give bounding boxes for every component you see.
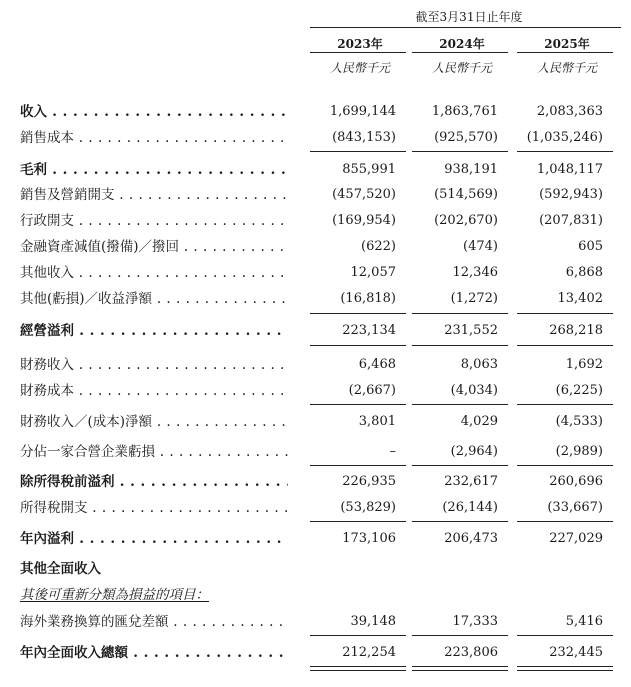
subtotal-rule <box>517 635 613 636</box>
subtotal-rule <box>412 151 508 152</box>
row-label: 行政開支 . . . <box>20 210 288 232</box>
row-label: 海外業務換算的匯兌差額 . . . <box>20 611 288 633</box>
row-fx-differences <box>0 611 631 633</box>
value-2024: (202,670) <box>434 213 498 228</box>
value-2024: 17,333 <box>452 614 498 629</box>
value-2025: 268,218 <box>549 323 603 338</box>
year-2024: 2024年 <box>439 37 485 51</box>
row-operating-profit <box>0 320 631 342</box>
subtotal-rule <box>412 404 508 405</box>
unit-2023: 人民幣千元 <box>329 61 390 75</box>
subsection-heading: 其後可重新分類為損益的項目： <box>20 587 209 603</box>
value-2024: (4,034) <box>450 383 498 398</box>
subtotal-rule <box>517 521 613 522</box>
value-2024: (2,964) <box>450 444 498 459</box>
value-2024: 12,346 <box>452 265 498 280</box>
value-2023: (2,667) <box>348 383 396 398</box>
total-double-rule <box>310 666 406 671</box>
value-2024: (26,144) <box>442 500 498 515</box>
value-2023: 226,935 <box>342 474 396 489</box>
value-2023: (622) <box>361 239 396 254</box>
row-impairment <box>0 236 631 258</box>
subtotal-rule <box>310 151 406 152</box>
row-label: 財務成本 . . . <box>20 380 288 402</box>
row-label: 分佔一家合營企業虧損 . . . <box>20 441 288 463</box>
row-admin-expenses <box>0 210 631 232</box>
value-2025: 13,402 <box>557 291 603 306</box>
year-2025: 2025年 <box>544 37 590 51</box>
row-income-tax <box>0 497 631 519</box>
subtotal-rule <box>517 151 613 152</box>
row-label: 毛利 . . . <box>20 159 288 181</box>
subtotal-rule <box>310 521 406 522</box>
row-label: 銷售及營銷開支 . . . <box>20 184 288 206</box>
value-2024: (1,272) <box>450 291 498 306</box>
row-other-gains-losses <box>0 288 631 310</box>
value-2025: (207,831) <box>539 213 603 228</box>
subtotal-rule <box>310 465 406 466</box>
value-2024: (474) <box>463 239 498 254</box>
value-2025: (6,225) <box>555 383 603 398</box>
subtotal-rule <box>310 404 406 405</box>
value-2025: (2,989) <box>555 444 603 459</box>
value-2025: 227,029 <box>549 531 603 546</box>
value-2025: 6,868 <box>565 265 603 280</box>
value-2023: 3,801 <box>358 414 396 429</box>
row-cost-of-sales <box>0 127 631 149</box>
value-2024: 223,806 <box>444 645 498 660</box>
unit-2024: 人民幣千元 <box>431 61 492 75</box>
row-profit-for-year <box>0 528 631 550</box>
value-2025: 260,696 <box>549 474 603 489</box>
row-label: 財務收入／(成本)淨額 . . . <box>20 411 288 433</box>
row-label: 金融資產減值(撥備)／撥回 . . . <box>20 236 288 258</box>
year-rule-2023 <box>310 52 406 53</box>
value-2025: 1,048,117 <box>536 162 603 177</box>
value-2023: (457,520) <box>332 187 396 202</box>
row-reclass-heading <box>0 584 631 606</box>
value-2025: 605 <box>578 239 603 254</box>
value-2025: (4,533) <box>555 414 603 429</box>
subtotal-rule <box>517 465 613 466</box>
value-2024: (514,569) <box>434 187 498 202</box>
row-label: 所得稅開支 . . . <box>20 497 288 519</box>
row-label: 收入 . . . <box>20 101 288 123</box>
row-share-of-jv-loss <box>0 441 631 463</box>
row-label: 經營溢利 . . . <box>20 320 288 342</box>
row-gross-profit <box>0 159 631 181</box>
row-label: 除所得稅前溢利 . . . <box>20 471 288 493</box>
value-2023: (53,829) <box>340 500 396 515</box>
value-2023: 212,254 <box>342 645 396 660</box>
value-2024: (925,570) <box>434 130 498 145</box>
row-label: 銷售成本 . . . <box>20 127 288 149</box>
value-2023: 855,991 <box>342 162 396 177</box>
row-label: 其他收入 . . . <box>20 262 288 284</box>
row-label: 年內溢利 . . . <box>20 528 288 550</box>
subtotal-rule <box>412 313 508 314</box>
row-finance-costs <box>0 380 631 402</box>
row-net-finance <box>0 411 631 433</box>
period-heading: 截至3月31日止年度 <box>415 10 523 24</box>
subtotal-rule <box>310 345 406 346</box>
value-2025: 2,083,363 <box>536 104 603 119</box>
value-2023: (16,818) <box>340 291 396 306</box>
subtotal-rule <box>412 635 508 636</box>
subtotal-rule <box>412 465 508 466</box>
value-2023: 1,699,144 <box>329 104 396 119</box>
row-total-comprehensive-income <box>0 642 631 664</box>
row-label: 年內全面收入總額 . . . <box>20 642 288 664</box>
subtotal-rule <box>412 345 508 346</box>
value-2025: (592,943) <box>539 187 603 202</box>
value-2024: 938,191 <box>444 162 498 177</box>
year-rule-2024 <box>412 52 508 53</box>
value-2025: (1,035,246) <box>526 130 603 145</box>
value-2024: 231,552 <box>444 323 498 338</box>
row-revenue <box>0 101 631 123</box>
value-2024: 1,863,761 <box>431 104 498 119</box>
value-2025: 5,416 <box>565 614 603 629</box>
unit-2025: 人民幣千元 <box>536 61 597 75</box>
value-2023: (843,153) <box>332 130 396 145</box>
row-label: 其他(虧損)／收益淨額 . . . <box>20 288 288 310</box>
row-selling-expenses <box>0 184 631 206</box>
header-rule <box>310 27 621 28</box>
value-2023: 12,057 <box>350 265 396 280</box>
subtotal-rule <box>412 521 508 522</box>
year-rule-2025 <box>517 52 613 53</box>
total-double-rule <box>517 666 613 671</box>
subtotal-rule <box>310 313 406 314</box>
value-2023: 39,148 <box>350 614 396 629</box>
row-profit-before-tax <box>0 471 631 493</box>
value-2025: 232,445 <box>549 645 603 660</box>
subtotal-rule <box>517 345 613 346</box>
row-oci-heading <box>0 558 631 580</box>
subtotal-rule <box>310 635 406 636</box>
row-finance-income <box>0 354 631 376</box>
value-2024: 8,063 <box>460 357 498 372</box>
section-heading: 其他全面收入 <box>20 561 101 577</box>
value-2023: 173,106 <box>342 531 396 546</box>
subtotal-rule <box>517 404 613 405</box>
value-2023: 223,134 <box>342 323 396 338</box>
value-2024: 4,029 <box>460 414 498 429</box>
value-2025: 1,692 <box>565 357 603 372</box>
total-double-rule <box>412 666 508 671</box>
value-2025: (33,667) <box>547 500 603 515</box>
value-2024: 206,473 <box>444 531 498 546</box>
row-label: 財務收入 . . . <box>20 354 288 376</box>
row-other-income <box>0 262 631 284</box>
value-2023: 6,468 <box>358 357 396 372</box>
year-2023: 2023年 <box>337 37 383 51</box>
value-2024: 232,617 <box>444 474 498 489</box>
value-2023: (169,954) <box>332 213 396 228</box>
value-2023: – <box>389 444 396 459</box>
subtotal-rule <box>517 313 613 314</box>
